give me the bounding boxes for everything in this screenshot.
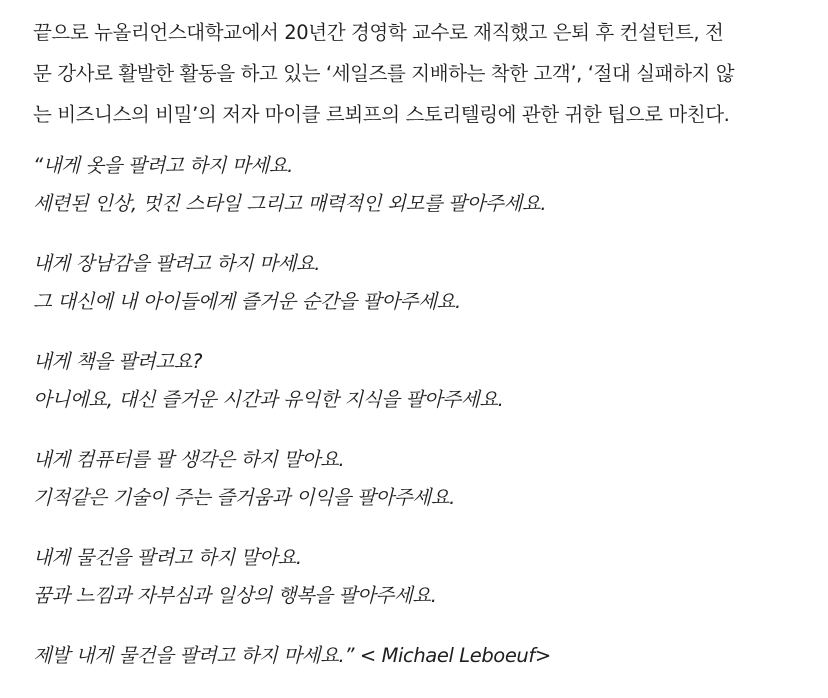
- quote-stanza: [33, 343, 803, 419]
- quote-line: 내게 물건을 팔려고 하지 말아요.: [33, 546, 302, 569]
- quote-line: 그 대신에 내 아이들에게 즐거운 순간을 팔아주세요.: [33, 290, 461, 313]
- quote-line: 세련된 인상, 멋진 스타일 그리고 매력적인 외모를 팔아주세요.: [33, 192, 547, 215]
- quote-stanza: [33, 147, 803, 223]
- intro-paragraph: [33, 12, 803, 135]
- quote-line: 내게 장남감을 팔려고 하지 마세요.: [33, 252, 321, 275]
- intro-line: 끝으로 뉴올리언스대학교에서 20년간 경영학 교수로 재직했고 은퇴 후 컨설턴트, 전: [33, 21, 724, 44]
- quote-line: 내게 책을 팔려고요?: [33, 350, 203, 373]
- quote-line: 아니에요, 대신 즐거운 시간과 유익한 지식을 팔아주세요.: [33, 388, 504, 411]
- quote-line: “내게 옷을 팔려고 하지 마세요.: [33, 154, 293, 177]
- quote-closing-attribution: 제발 내게 물건을 팔려고 하지 마세요.” < Michael Leboeuf>: [33, 644, 551, 667]
- quote-stanza: [33, 539, 803, 615]
- quote-line: 내게 컴퓨터를 팔 생각은 하지 말아요.: [33, 448, 345, 471]
- intro-line: 문 강사로 활발한 활동을 하고 있는 ‘세일즈를 지배하는 착한 고객’, ‘절대 실패하지 않: [33, 62, 735, 85]
- quote-stanza: [33, 245, 803, 321]
- quote-line: 기적같은 기술이 주는 즐거움과 이익을 팔아주세요.: [33, 486, 455, 509]
- quote-block: [33, 147, 803, 675]
- intro-line: 는 비즈니스의 비밀’의 저자 마이클 르뵈프의 스토리텔링에 관한 귀한 팁으로 마친다.: [33, 103, 730, 126]
- quote-stanza: [33, 441, 803, 517]
- quote-line: 꿈과 느낌과 자부심과 일상의 행복을 팔아주세요.: [33, 584, 437, 607]
